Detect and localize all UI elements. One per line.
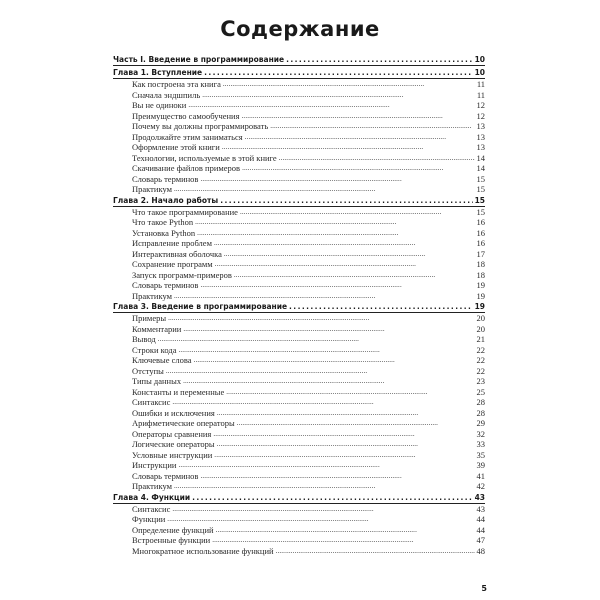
toc-label: Сначала эндшпиль <box>132 89 201 100</box>
table-of-contents <box>113 54 485 556</box>
toc-label: Глава 1. Вступление <box>113 68 203 77</box>
toc-label: Ошибки и исключения <box>132 407 215 418</box>
toc-item <box>113 184 485 195</box>
toc-page: 14 <box>476 152 485 163</box>
toc-label: Функции <box>132 514 166 524</box>
toc-page: 11 <box>476 79 485 89</box>
toc-page: 28 <box>476 397 485 407</box>
toc-page: 13 <box>476 131 485 142</box>
toc-label: Практикум <box>132 481 172 491</box>
toc-page: 43 <box>474 492 485 502</box>
toc-label: Ключевые слова <box>132 355 192 365</box>
toc-item <box>113 546 485 557</box>
toc-label: Что такое программирование <box>132 206 238 217</box>
toc-page: 32 <box>476 428 485 439</box>
toc-label: Преимущество самообучения <box>132 110 240 121</box>
toc-page: 15 <box>474 195 485 205</box>
toc-label: Глава 3. Введение в программирование <box>113 302 288 311</box>
toc-page: 28 <box>476 407 485 418</box>
toc-label: Инструкции <box>132 460 177 470</box>
dot-leader <box>174 290 475 302</box>
toc-page: 25 <box>476 386 485 397</box>
toc-label: Сохранение программ <box>132 259 213 269</box>
toc-label: Логические операторы <box>132 439 215 449</box>
toc-page: 15 <box>476 173 485 184</box>
toc-label: Скачивание файлов примеров <box>132 163 241 173</box>
toc-page: 21 <box>476 334 485 344</box>
toc-label: Интерактивная оболочка <box>132 248 222 259</box>
dot-leader <box>220 195 472 206</box>
toc-label: Строки кода <box>132 344 177 355</box>
toc-label: Типы данных <box>132 376 182 386</box>
toc-page: 18 <box>476 269 485 280</box>
toc-label: Практикум <box>132 290 172 301</box>
toc-page: 39 <box>476 460 485 470</box>
toc-page: 16 <box>476 217 485 227</box>
toc-page: 47 <box>476 535 485 545</box>
toc-page: 29 <box>476 418 485 428</box>
toc-page: 15 <box>476 206 485 217</box>
toc-label: Синтаксис <box>132 397 171 407</box>
toc-page: 17 <box>476 248 485 259</box>
toc-page: 16 <box>476 227 485 238</box>
toc-page: 18 <box>476 259 485 269</box>
dot-leader <box>174 480 475 492</box>
toc-label: Комментарии <box>132 323 182 334</box>
toc-page: 42 <box>476 481 485 491</box>
toc-label: Вы не одиноки <box>132 100 187 110</box>
toc-page: 22 <box>476 344 485 355</box>
toc-label: Арифметические операторы <box>132 418 235 428</box>
toc-page: 19 <box>476 280 485 290</box>
toc-label: Константы и переменные <box>132 386 225 397</box>
toc-page: 35 <box>476 449 485 460</box>
toc-label: Определение функций <box>132 524 214 535</box>
toc-page: 44 <box>476 524 485 535</box>
toc-page: 16 <box>476 238 485 248</box>
dot-leader <box>174 183 475 195</box>
toc-label: Многократное использование функций <box>132 545 274 556</box>
toc-page: 19 <box>476 290 485 301</box>
toc-label: Отступы <box>132 365 164 376</box>
toc-label: Встроенные функции <box>132 535 211 545</box>
dot-leader <box>204 67 472 78</box>
toc-label: Глава 4. Функции <box>113 492 191 502</box>
toc-page: 10 <box>474 68 485 77</box>
toc-label: Почему вы должны программировать <box>132 121 269 131</box>
page-title: Содержание <box>220 17 380 42</box>
toc-page: 11 <box>476 89 485 100</box>
page-number: 5 <box>481 584 487 593</box>
toc-page: 43 <box>476 503 485 514</box>
toc-page: 13 <box>476 142 485 152</box>
toc-page: 10 <box>474 55 485 64</box>
toc-page: 22 <box>476 365 485 376</box>
toc-label: Что такое Python <box>132 217 194 227</box>
toc-page: 20 <box>476 323 485 334</box>
dot-leader <box>286 54 472 65</box>
toc-page: 12 <box>476 110 485 121</box>
toc-page: 15 <box>476 184 485 194</box>
toc-label: Часть I. Введение в программирование <box>113 55 285 64</box>
toc-label: Словарь терминов <box>132 173 199 184</box>
toc-label: Словарь терминов <box>132 280 199 290</box>
toc-label: Оформление этой книги <box>132 142 220 152</box>
dot-leader <box>276 545 475 557</box>
toc-label: Как построена эта книга <box>132 79 221 89</box>
toc-label: Практикум <box>132 184 172 194</box>
toc-page: 48 <box>476 545 485 556</box>
toc-part <box>113 54 485 66</box>
toc-item <box>113 481 485 492</box>
toc-label: Примеры <box>132 313 167 323</box>
dot-leader <box>192 492 472 503</box>
toc-page: 23 <box>476 376 485 386</box>
toc-label: Синтаксис <box>132 503 171 514</box>
toc-page: 13 <box>476 121 485 131</box>
toc-page: 20 <box>476 313 485 323</box>
toc-label: Словарь терминов <box>132 470 199 481</box>
toc-label: Технологии, используемые в этой книге <box>132 152 277 163</box>
toc-label: Глава 2. Начало работы <box>113 195 219 205</box>
toc-item <box>113 291 485 302</box>
toc-page: 41 <box>476 470 485 481</box>
toc-label: Условные инструкции <box>132 449 213 460</box>
toc-label: Установка Python <box>132 227 196 238</box>
toc-page: 22 <box>476 355 485 365</box>
toc-page: 33 <box>476 439 485 449</box>
toc-page: 44 <box>476 514 485 524</box>
toc-label: Операторы сравнения <box>132 428 212 439</box>
toc-label: Запуск программ-примеров <box>132 269 232 280</box>
toc-label: Продолжайте этим заниматься <box>132 131 243 142</box>
toc-label: Исправление проблем <box>132 238 212 248</box>
dot-leader <box>289 301 473 312</box>
toc-page: 19 <box>474 302 485 311</box>
toc-label: Вывод <box>132 334 156 344</box>
toc-page: 12 <box>476 100 485 110</box>
toc-page: 14 <box>476 163 485 173</box>
